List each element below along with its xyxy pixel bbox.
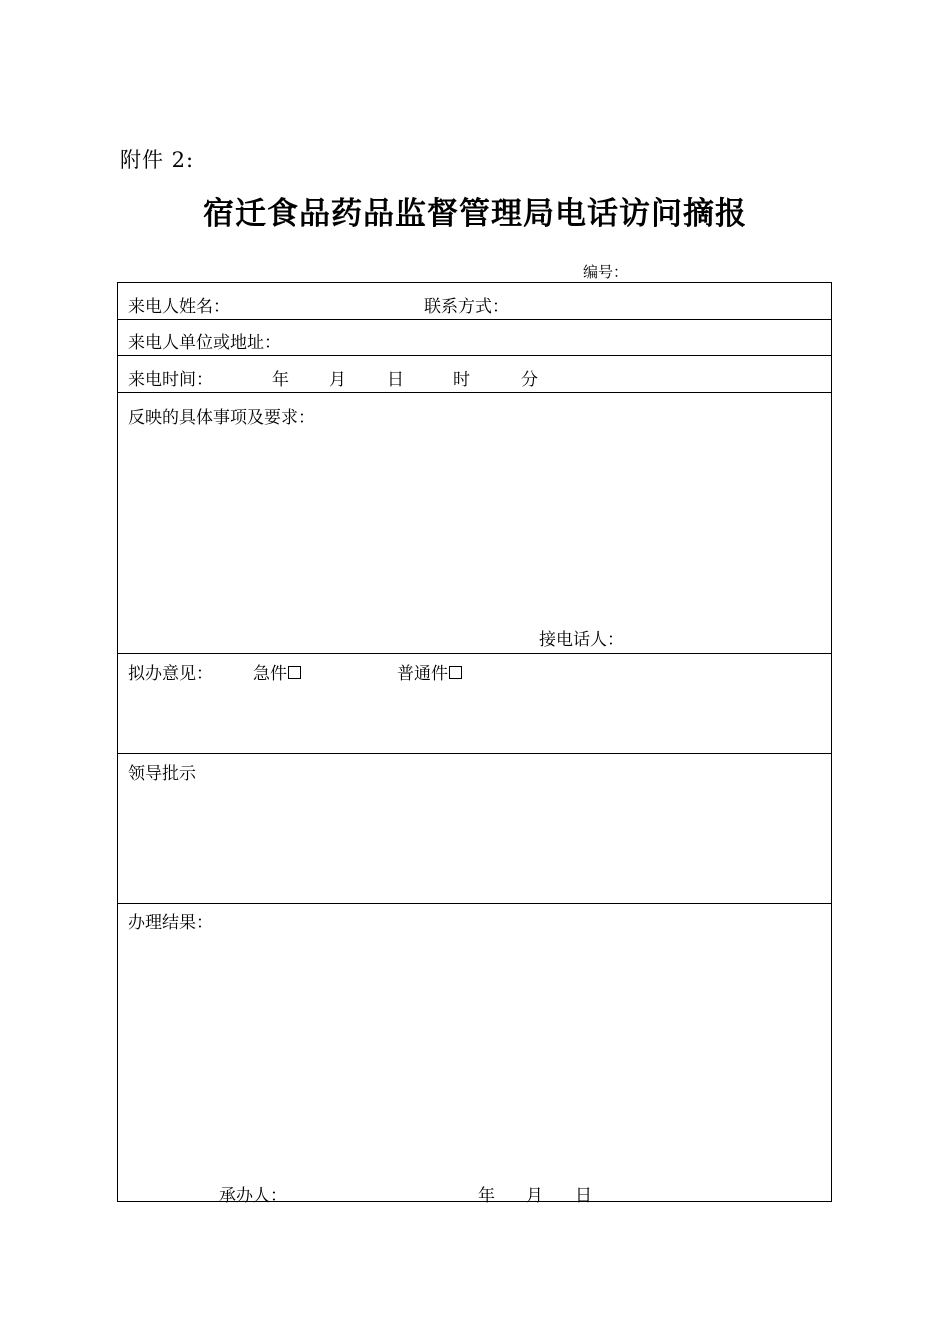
- result-row: [118, 904, 831, 1206]
- caller-name-row: [118, 283, 831, 320]
- caller-org-row: [118, 320, 831, 356]
- normal-option: [397, 659, 462, 684]
- normal-checkbox[interactable]: [449, 666, 462, 679]
- proposal-row: [118, 654, 831, 754]
- result-label: 办理结果：: [128, 913, 213, 933]
- urgent-label: 急件: [253, 664, 287, 684]
- receiver-label: 接电话人：: [539, 630, 624, 650]
- call-time-row: [118, 356, 831, 393]
- matters-row: [118, 393, 831, 654]
- call-time-label: 来电时间：: [128, 370, 213, 390]
- report-form-table: [117, 282, 832, 1206]
- urgent-checkbox[interactable]: [288, 666, 301, 679]
- leader-row: [118, 754, 831, 904]
- serial-number-label: 编号：: [583, 263, 629, 281]
- call-time-minute: 分: [521, 370, 538, 390]
- attachment-label: 附件 2:: [120, 148, 195, 172]
- result-day: 日: [575, 1186, 592, 1206]
- document-title: 宿迁食品药品监督管理局电话访问摘报: [203, 196, 747, 232]
- matters-label: 反映的具体事项及要求：: [128, 408, 315, 428]
- call-time-month: 月: [329, 370, 346, 390]
- contact-method-label: 联系方式：: [424, 297, 509, 317]
- call-time-year: 年: [272, 370, 289, 390]
- caller-org-label: 来电人单位或地址：: [128, 333, 281, 353]
- call-time-hour: 时: [453, 370, 470, 390]
- urgent-option: [253, 659, 301, 684]
- leader-label: 领导批示: [128, 764, 196, 784]
- result-month: 月: [526, 1186, 543, 1206]
- caller-name-label: 来电人姓名：: [128, 297, 230, 317]
- proposal-label: 拟办意见：: [128, 664, 213, 684]
- handler-label: 承办人：: [219, 1186, 287, 1206]
- normal-label: 普通件: [397, 664, 448, 684]
- call-time-day: 日: [387, 370, 404, 390]
- result-year: 年: [478, 1186, 495, 1206]
